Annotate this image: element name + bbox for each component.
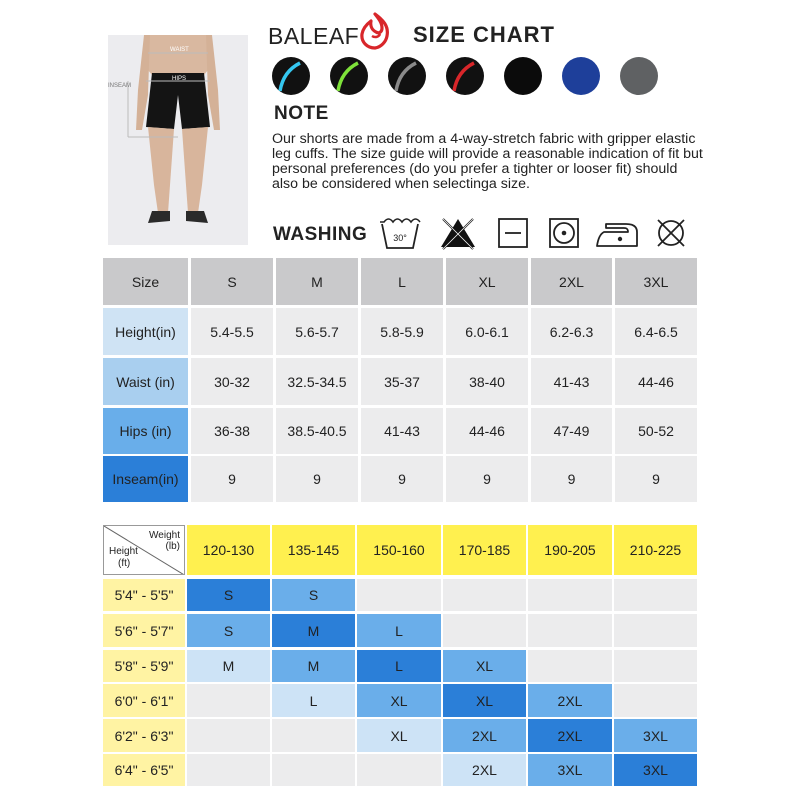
size-column-header: 2XL: [531, 258, 612, 305]
line-dry-icon: [491, 214, 537, 252]
recommended-size-cell: L: [272, 684, 355, 717]
weight-column-header: 190-205: [528, 525, 612, 575]
color-swatch: [388, 57, 426, 95]
recommended-size-cell: [357, 754, 441, 786]
size-column-header: M: [276, 258, 358, 305]
recommended-size-cell: M: [272, 650, 355, 682]
size-column-header: 3XL: [615, 258, 697, 305]
height-row-label: 5'8" - 5'9": [103, 650, 185, 682]
recommended-size-cell: [614, 579, 697, 611]
recommended-size-cell: L: [357, 614, 441, 647]
recommended-size-cell: 3XL: [528, 754, 612, 786]
height-corner-label: Height: [109, 546, 138, 557]
weight-column-header: 170-185: [443, 525, 526, 575]
weight-corner-label: Weight: [149, 530, 180, 541]
color-swatch: [272, 57, 310, 95]
table-cell: 35-37: [361, 358, 443, 405]
flame-logo-icon: [355, 12, 397, 52]
measure-row-label: Inseam(in): [103, 456, 188, 502]
recommended-size-cell: [187, 754, 270, 786]
iron-low-icon: [594, 214, 640, 252]
weight-column-header: 210-225: [614, 525, 697, 575]
table-cell: 5.8-5.9: [361, 308, 443, 355]
weight-column-header: 150-160: [357, 525, 441, 575]
note-title: NOTE: [274, 103, 329, 124]
recommended-size-cell: S: [187, 614, 270, 647]
table-cell: 44-46: [446, 408, 528, 454]
washing-label: WASHING: [273, 224, 368, 245]
table-cell: 9: [361, 456, 443, 502]
page-title: SIZE CHART: [413, 22, 555, 47]
recommended-size-cell: [272, 754, 355, 786]
size-header-cell: Size: [103, 258, 188, 305]
table-cell: 44-46: [615, 358, 697, 405]
weight-height-corner: [103, 525, 185, 575]
hips-label: HIPS: [172, 76, 187, 82]
table-cell: 41-43: [361, 408, 443, 454]
table-cell: 9: [191, 456, 273, 502]
recommended-size-cell: XL: [443, 650, 526, 682]
table-cell: 32.5-34.5: [276, 358, 358, 405]
recommended-size-cell: [614, 684, 697, 717]
recommended-size-cell: XL: [443, 684, 526, 717]
table-cell: 38.5-40.5: [276, 408, 358, 454]
table-cell: 50-52: [615, 408, 697, 454]
color-swatch: [330, 57, 368, 95]
table-cell: 38-40: [446, 358, 528, 405]
model-photo: [108, 35, 248, 245]
table-cell: 41-43: [531, 358, 612, 405]
table-cell: 5.4-5.5: [191, 308, 273, 355]
svg-text:30°: 30°: [393, 233, 407, 243]
color-swatch: [562, 57, 600, 95]
size-column-header: XL: [446, 258, 528, 305]
brand-logo: [268, 18, 397, 54]
recommended-size-cell: [614, 650, 697, 682]
table-cell: 36-38: [191, 408, 273, 454]
recommended-size-cell: [187, 719, 270, 752]
recommended-size-cell: [614, 614, 697, 647]
brand-name: BALEAF: [268, 22, 360, 49]
height-unit-label: (ft): [118, 558, 131, 569]
table-cell: 5.6-5.7: [276, 308, 358, 355]
recommended-size-cell: XL: [357, 684, 441, 717]
recommended-size-cell: L: [357, 650, 441, 682]
recommended-size-cell: S: [187, 579, 270, 611]
recommended-size-cell: [528, 579, 612, 611]
waist-label: WAIST: [170, 47, 189, 53]
do-not-dry-clean-icon: [648, 214, 694, 252]
table-cell: 30-32: [191, 358, 273, 405]
weight-unit-label: (lb): [165, 541, 180, 552]
table-cell: 47-49: [531, 408, 612, 454]
recommended-size-cell: [443, 614, 526, 647]
note-text: Our shorts are made from a 4-way-stretch fabric with gripper elastic leg cuffs. The size guide will provide a reasonable indication of fit but personal preferences (do you prefer a tighter or looser fit) should also be considered when selectinga size.: [272, 131, 703, 192]
recommended-size-cell: [528, 614, 612, 647]
recommended-size-cell: 2XL: [528, 684, 612, 717]
color-swatch: [446, 57, 484, 95]
table-cell: 6.2-6.3: [531, 308, 612, 355]
recommended-size-cell: [187, 684, 270, 717]
recommended-size-cell: 3XL: [614, 719, 697, 752]
inseam-label: INSEAM: [108, 83, 132, 89]
measure-row-label: Waist (in): [103, 358, 188, 405]
table-cell: 9: [615, 456, 697, 502]
recommended-size-cell: 3XL: [614, 754, 697, 786]
measure-row-label: Hips (in): [103, 408, 188, 454]
height-row-label: 5'4" - 5'5": [103, 579, 185, 611]
table-cell: 9: [531, 456, 612, 502]
recommended-size-cell: [272, 719, 355, 752]
table-cell: 9: [276, 456, 358, 502]
recommended-size-cell: 2XL: [528, 719, 612, 752]
size-column-header: L: [361, 258, 443, 305]
recommended-size-cell: S: [272, 579, 355, 611]
height-row-label: 5'6" - 5'7": [103, 614, 185, 647]
size-column-header: S: [191, 258, 273, 305]
color-swatch: [620, 57, 658, 95]
recommended-size-cell: XL: [357, 719, 441, 752]
recommended-size-cell: M: [187, 650, 270, 682]
height-row-label: 6'4" - 6'5": [103, 754, 185, 786]
color-swatch: [504, 57, 542, 95]
table-cell: 9: [446, 456, 528, 502]
recommended-size-cell: 2XL: [443, 719, 526, 752]
recommended-size-cell: [357, 579, 441, 611]
table-cell: 6.0-6.1: [446, 308, 528, 355]
weight-column-header: 120-130: [187, 525, 270, 575]
recommended-size-cell: 2XL: [443, 754, 526, 786]
wash-30-icon: [377, 214, 423, 252]
tumble-dry-low-icon: [542, 214, 588, 252]
recommended-size-cell: [443, 579, 526, 611]
recommended-size-cell: [528, 650, 612, 682]
recommended-size-cell: M: [272, 614, 355, 647]
weight-column-header: 135-145: [272, 525, 355, 575]
do-not-bleach-icon: [435, 214, 481, 252]
table-cell: 6.4-6.5: [615, 308, 697, 355]
measure-row-label: Height(in): [103, 308, 188, 355]
height-row-label: 6'0" - 6'1": [103, 684, 185, 717]
color-swatches: [272, 57, 667, 97]
height-row-label: 6'2" - 6'3": [103, 719, 185, 752]
